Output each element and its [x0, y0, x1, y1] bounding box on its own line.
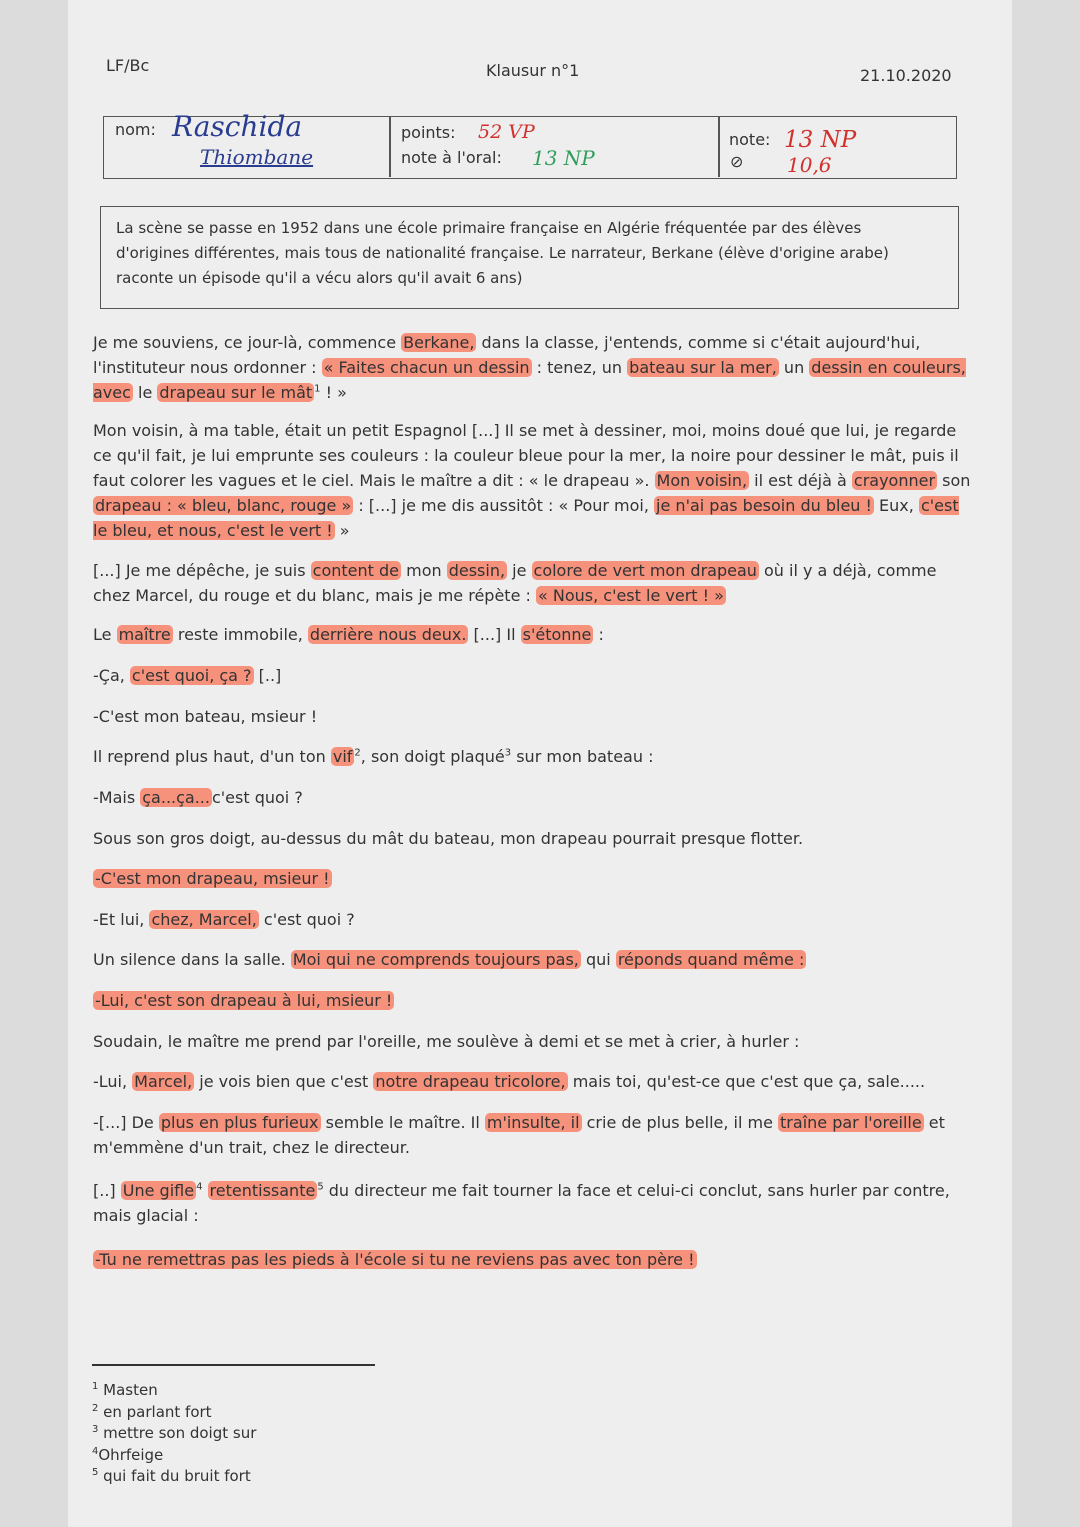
- course-code: LF/Bc: [106, 56, 150, 75]
- highlight: content de: [312, 561, 400, 580]
- highlight: réponds quand même :: [617, 950, 805, 969]
- oral-value: 13 NP: [532, 146, 595, 170]
- footnote-rule: [92, 1364, 375, 1366]
- text-paragraph: [...] Je me dépêche, je suis content de mon dessin, je colore de vert mon drapeau où il y a déjà, comme chez Marcel, du rouge et du blanc, mais je me répète : « Nous, c'est le vert ! »: [93, 561, 937, 605]
- highlight: Berkane,: [403, 333, 475, 352]
- footnote: $^3$ mettre son doigt sur: [92, 1424, 257, 1442]
- highlight: « Nous, c'est le vert ! »: [537, 586, 724, 605]
- student-last-name: Thiombane: [200, 145, 314, 169]
- footnote-ref: 5: [317, 1181, 324, 1193]
- text-paragraph: [..] Une gifle $^4$ retentissante $^5$ du directeur me fait tourner la face et celui-ci conclut, sans hurler par contre, mais glacial :: [93, 1181, 950, 1225]
- highlight: Une gifle: [122, 1181, 195, 1200]
- highlight: drapeau sur le mât: [159, 383, 313, 402]
- note-value: 13 NP: [784, 127, 857, 153]
- footnote-ref: 1: [314, 383, 321, 395]
- exam-date: 21.10.2020: [860, 66, 952, 85]
- highlight: drapeau : « bleu, blanc, rouge »: [95, 496, 352, 515]
- footnote: $^2$ en parlant fort: [92, 1402, 212, 1421]
- highlight: « Faites chacun un dessin: [323, 358, 530, 377]
- highlight: colore de vert mon drapeau: [533, 561, 757, 580]
- text-paragraph: Mon voisin, à ma table, était un petit Espagnol [...] Il se met à dessiner, moi, moins doué que lui, je regarde ce qu'il fait, je lui emprunte ses couleurs : la couleur bleue pour la mer, la noire pour dessiner le mât, puis il faut colorer les vagues et le ciel. Mais le maître a dit : « le drapeau ». Mon voisin, il est déjà à crayonner son drapeau : « bleu, blanc, rouge » : [...] je me dis aussitôt : « Pour moi, je n'ai pas besoin du bleu ! Eux, c'est le bleu, et nous, c'est le vert ! »: [93, 421, 971, 540]
- highlight: retentissante: [209, 1181, 316, 1200]
- highlight: s'étonne: [522, 625, 592, 644]
- highlight: ça...ça...: [142, 788, 210, 807]
- highlight: -C'est mon drapeau, msieur !: [95, 869, 330, 888]
- highlight: maître: [118, 625, 171, 644]
- highlight: vif: [332, 747, 353, 766]
- highlight: -Tu ne remettras pas les pieds à l'école si tu ne reviens pas avec ton père !: [95, 1250, 695, 1269]
- text-paragraph: Il reprend plus haut, d'un ton vif $^2$, son doigt plaqué$^3$ sur mon bateau :: [93, 747, 654, 766]
- name-label: nom:: [115, 120, 156, 139]
- footnote: $^5$ qui fait du bruit fort: [92, 1467, 251, 1485]
- highlight: Mon voisin,: [656, 471, 748, 490]
- highlight: chez, Marcel,: [151, 910, 257, 929]
- note-label: note:: [729, 130, 771, 149]
- text-paragraph: -[...] De plus en plus furieux semble le maître. Il m'insulte, il crie de plus belle, il me traîne par l'oreille et m'emmène d'un trait, chez le directeur.: [93, 1113, 945, 1157]
- student-first-name: Raschida: [172, 110, 303, 143]
- points-value: 52 VP: [478, 121, 535, 143]
- highlight: Marcel,: [134, 1072, 193, 1091]
- text-paragraph: Sous son gros doigt, au-dessus du mât du bateau, mon drapeau pourrait presque flotter.: [93, 829, 804, 848]
- text-paragraph: Un silence dans la salle. Moi qui ne comprends toujours pas, qui réponds quand même :: [93, 950, 805, 969]
- highlight: -Lui, c'est son drapeau à lui, msieur !: [95, 991, 393, 1010]
- text-paragraph: Le maître reste immobile, derrière nous deux. [...] Il s'étonne :: [93, 625, 604, 644]
- highlight: notre drapeau tricolore,: [375, 1072, 566, 1091]
- footnote: $^1$ Masten: [92, 1381, 158, 1399]
- highlight: c'est le bleu, et nous, c'est le vert !: [93, 496, 959, 540]
- highlight: c'est quoi, ça ?: [131, 666, 252, 685]
- text-paragraph: -C'est mon bateau, msieur !: [93, 707, 318, 726]
- footnote-ref: 3: [504, 747, 512, 759]
- highlight: bateau sur la mer,: [629, 358, 777, 377]
- text-paragraph: [93, 866, 973, 891]
- exam-title: Klausur n°1: [486, 61, 580, 80]
- highlight: traîne par l'oreille: [780, 1113, 922, 1132]
- footnote-ref: 2: [354, 747, 361, 759]
- highlight: crayonner: [853, 471, 936, 490]
- text-paragraph: -Mais ça...ça... c'est quoi ?: [93, 788, 303, 807]
- text-paragraph: Soudain, le maître me prend par l'oreille, me soulève à demi et se met à crier, à hurler :: [93, 1032, 800, 1051]
- text-paragraph: [93, 1247, 973, 1272]
- text-paragraph: [93, 988, 973, 1013]
- highlight: plus en plus furieux: [160, 1113, 319, 1132]
- highlight: Moi qui ne comprends toujours pas,: [292, 950, 579, 969]
- highlight: je n'ai pas besoin du bleu !: [656, 496, 872, 515]
- text-paragraph: -Ça, c'est quoi, ça ? [..]: [93, 666, 282, 685]
- footnote: $^4$Ohrfeige: [92, 1445, 164, 1464]
- highlight: m'insulte, il: [486, 1113, 580, 1132]
- text-paragraph: -Et lui, chez, Marcel, c'est quoi ?: [93, 910, 355, 929]
- highlight: dessin en couleurs, avec: [93, 358, 966, 402]
- footnote-ref: 4: [196, 1181, 203, 1193]
- oral-label: note à l'oral:: [401, 148, 502, 167]
- note-symbol: ⊘: [730, 152, 744, 171]
- divider: [389, 117, 391, 177]
- intro-text: La scène se passe en 1952 dans une école primaire française en Algérie fréquentée par des élèves d'origines différentes, mais tous de nationalité française. Le narrateur, Berkane (élève d'origine arabe) raconte un épisode qu'il a vécu alors qu'il avait 6 ans): [116, 219, 889, 287]
- text-paragraph: Je me souviens, ce jour-là, commence Berkane, dans la classe, j'entends, comme si c'était aujourd'hui, l'instituteur nous ordonner : « Faites chacun un dessin : tenez, un bateau sur la mer, un dessin en couleurs, avec le drapeau sur le mât $^1$ ! »: [93, 333, 966, 402]
- note-second-value: 10,6: [787, 153, 832, 177]
- footnote-list: [92, 1380, 256, 1488]
- highlight: derrière nous deux.: [309, 625, 467, 644]
- highlight: dessin,: [448, 561, 506, 580]
- points-label: points:: [401, 123, 456, 142]
- divider: [718, 117, 720, 177]
- text-paragraph: -Lui, Marcel, je vois bien que c'est notre drapeau tricolore, mais toi, qu'est-ce que c'est que ça, sale.....: [93, 1072, 926, 1091]
